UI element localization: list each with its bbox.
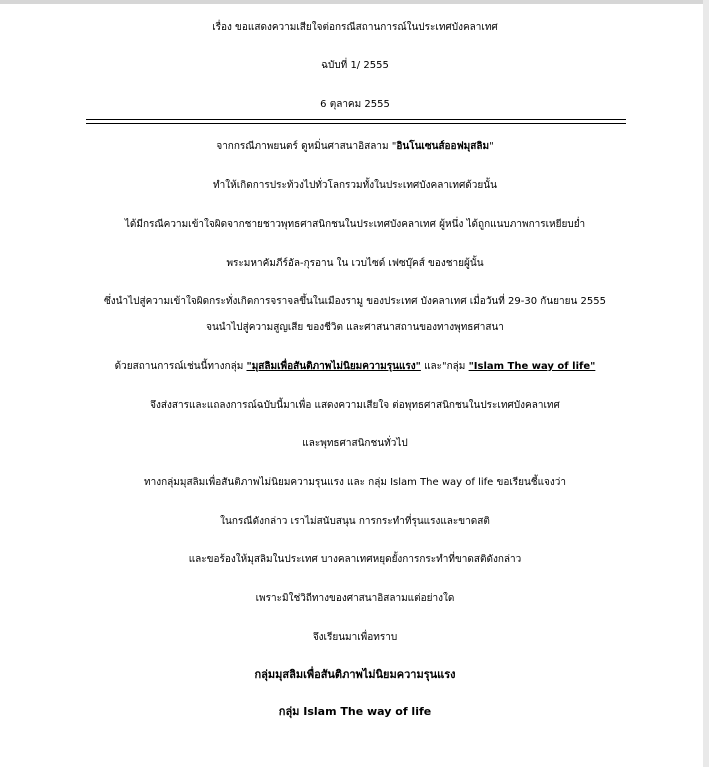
paragraph-11: ในกรณีดังกล่าว เราไม่สนับสนุน การกระทำที่รุนแรงและขาดสติ bbox=[220, 516, 490, 527]
paragraph-3: ได้มีกรณีความเข้าใจผิดจากชายชาวพุทธศาสนิกชนในประเทศบังคลาเทศ ผู้หนึ่ง ได้ถูกแนบภาพการเหยียบย่ำ bbox=[124, 219, 586, 230]
paragraph-6: จนนำไปสู่ความสูญเสีย ของชีวิต และศาสนาสถานของทางพุทธศาสนา bbox=[206, 322, 504, 333]
header-divider bbox=[86, 119, 626, 120]
signature-group-2: กลุ่ม Islam The way of life bbox=[278, 705, 432, 718]
paragraph-4: พระมหาคัมภีร์อัล-กุรอาน ใน เวบไซด์ เฟซบุ๊คส์ ของชายผู้นั้น bbox=[226, 258, 484, 269]
paragraph-1-end: " bbox=[489, 141, 494, 152]
issue-number: ฉบับที่ 1/ 2555 bbox=[321, 60, 389, 71]
signature-group-1: กลุ่มมุสลิมเพื่อสันติภาพไม่นิยมความรุนแรง bbox=[254, 668, 456, 681]
paragraph-13: เพราะมิใช่วิถีทางของศาสนาอิสลามแต่อย่างใด bbox=[255, 593, 455, 604]
paragraph-8: จึงส่งสารและแถลงการณ์ฉบับนี้มาเพื่อ แสดงความเสียใจ ต่อพุทธศาสนิกชนในประเทศบังคลาเทศ bbox=[150, 400, 560, 411]
paragraph-7 bbox=[60, 360, 650, 374]
paragraph-1 bbox=[60, 140, 650, 154]
group-name-2: "Islam The way of life" bbox=[468, 361, 596, 372]
window-top-edge bbox=[0, 0, 709, 4]
paragraph-12: และขอร้องให้มุสลิมในประเทศ บางคลาเทศหยุดยั้งการกระทำที่ขาดสติดังกล่าว bbox=[188, 554, 522, 565]
group-name-1: "มุสลิมเพื่อสันติภาพไม่นิยมความรุนแรง" bbox=[246, 361, 421, 372]
paragraph-5: ซึ่งนำไปสู่ความเข้าใจผิดกระทั่งเกิดการจราจลขึ้นในเมืองรามู ของประเทศ บังคลาเทศ เมื่อวันที่ 29-30 กันยายน 2555 bbox=[104, 296, 606, 307]
scrollbar-track[interactable] bbox=[703, 0, 709, 767]
paragraph-2: ทำให้เกิดการประท้วงไปทั่วโลกรวมทั้งในประเทศบังคลาเทศด้วยนั้น bbox=[213, 180, 497, 191]
paragraph-9: และพุทธศาสนิกชนทั่วไป bbox=[302, 438, 408, 449]
paragraph-14: จึงเรียนมาเพื่อทราบ bbox=[312, 632, 398, 643]
document-date: 6 ตุลาคม 2555 bbox=[320, 99, 390, 110]
paragraph-7-mid: และ"กลุ่ม bbox=[420, 361, 469, 372]
film-title: อินโนเซนส์ออฟมุสลิม bbox=[396, 141, 490, 152]
paragraph-10: ทางกลุ่มมุสลิมเพื่อสันติภาพไม่นิยมความรุนแรง และ กลุ่ม Islam The way of life ขอเรียนชี้แจงว่า bbox=[143, 477, 567, 488]
paragraph-7-text: ด้วยสถานการณ์เช่นนี้ทางกลุ่ม bbox=[114, 361, 247, 372]
header-divider-thin bbox=[86, 123, 626, 124]
subject-line: เรื่อง ขอแสดงความเสียใจต่อกรณีสถานการณ์ในประเทศบังคลาเทศ bbox=[212, 22, 498, 33]
paragraph-1-text: จากกรณีภาพยนตร์ ดูหมิ่นศาสนาอิสลาม " bbox=[216, 141, 397, 152]
